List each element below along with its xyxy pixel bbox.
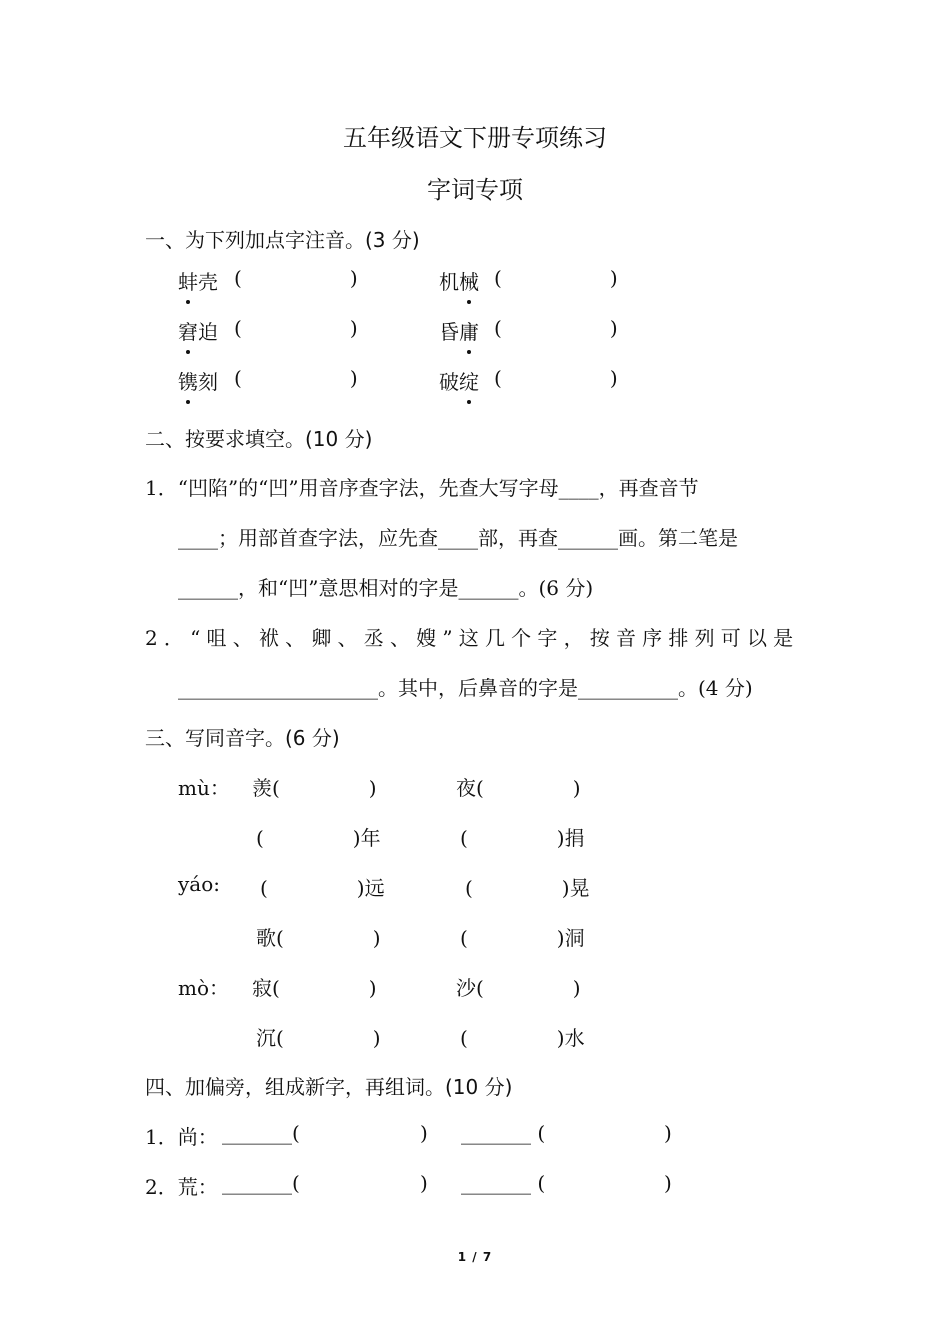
char: 迫: [198, 320, 218, 344]
s3-row6-a: 沉( ): [256, 1026, 381, 1050]
s1-answer-4: ( ): [494, 316, 618, 340]
char: 壳: [198, 270, 218, 294]
section-3-heading: 三、写同音字。(6 分): [145, 726, 340, 750]
s1-answer-6: ( ): [494, 366, 618, 390]
s2-q1-line2: ____；用部首查字法，应先查____部，再查______画。第二笔是: [178, 526, 738, 550]
s3-row6-b: ( )水: [460, 1026, 585, 1050]
s3-row1-a: 羡( ): [252, 776, 377, 800]
s4-item-2-close2: ): [664, 1171, 672, 1195]
s4-item-1-label: 1．尚：: [145, 1125, 218, 1149]
emphasis-dot: [467, 400, 471, 404]
s1-item-2: [439, 266, 479, 295]
s1-item-4: [439, 316, 479, 345]
char: 破: [439, 370, 459, 394]
page-title: 五年级语文下册专项练习: [343, 124, 607, 152]
emphasis-dot: [467, 350, 471, 354]
s3-row5-b: 沙( ): [456, 976, 581, 1000]
s4-item-2-label: 2．荒：: [145, 1175, 218, 1199]
s3-row4-a: 歌( ): [256, 926, 381, 950]
s1-answer-5: ( ): [234, 366, 358, 390]
s1-answer-2: ( ): [494, 266, 618, 290]
dotted-char: 窘: [178, 320, 198, 344]
s4-item-1-close1: ): [420, 1121, 428, 1145]
char: 昏: [439, 320, 459, 344]
page-number: 1 / 7: [457, 1250, 493, 1264]
char: 机: [439, 270, 459, 294]
pinyin-mu: mù：: [178, 776, 230, 800]
s4-item-1-close2: ): [664, 1121, 672, 1145]
page-subtitle: 字词专项: [427, 176, 523, 204]
section-1-heading: 一、为下列加点字注音。(3 分): [145, 228, 420, 252]
s4-item-2-blank1: _______(: [222, 1171, 300, 1195]
emphasis-dot: [186, 350, 190, 354]
s1-answer-3: ( ): [234, 316, 358, 340]
emphasis-dot: [186, 400, 190, 404]
s3-row2-b: ( )捐: [460, 826, 585, 850]
emphasis-dot: [467, 300, 471, 304]
dotted-char: 绽: [459, 370, 479, 394]
s2-q1-line1: 1．“凹陷”的“凹”用音序查字法，先查大写字母____，再查音节: [145, 476, 699, 500]
s3-row3-b: ( )晃: [465, 876, 590, 900]
s3-row1-b: 夜( ): [456, 776, 581, 800]
s1-item-3: [178, 316, 218, 345]
char: 刻: [198, 370, 218, 394]
s2-q1-line3: ______，和“凹”意思相对的字是______。(6 分): [178, 576, 594, 600]
s3-row2-a: ( )年: [256, 826, 381, 850]
pinyin-mo: mò：: [178, 976, 230, 1000]
s3-row3-a: ( )远: [260, 876, 385, 900]
section-4-heading: 四、加偏旁，组成新字，再组词。(10 分): [145, 1075, 513, 1099]
s1-item-1: [178, 266, 218, 295]
s4-item-2-blank2: _______ (: [461, 1171, 546, 1195]
s3-row4-b: ( )洞: [460, 926, 585, 950]
pinyin-yao: yáo:: [178, 872, 221, 896]
dotted-char: 镌: [178, 370, 198, 394]
s2-q2-line2: ____________________。其中，后鼻音的字是__________。(4 分): [178, 676, 753, 700]
s1-item-6: [439, 366, 479, 395]
s4-item-1-blank2: _______ (: [461, 1121, 546, 1145]
s1-item-5: [178, 366, 218, 395]
emphasis-dot: [186, 300, 190, 304]
s2-q2-line1: 2．“咀、袱、卿、丞、嫂”这几个字，按音序排列可以是: [145, 626, 800, 650]
s1-answer-1: ( ): [234, 266, 358, 290]
s3-row5-a: 寂( ): [252, 976, 377, 1000]
dotted-char: 械: [459, 270, 479, 294]
s4-item-1-blank1: _______(: [222, 1121, 300, 1145]
section-2-heading: 二、按要求填空。(10 分): [145, 427, 373, 451]
dotted-char: 庸: [459, 320, 479, 344]
s4-item-2-close1: ): [420, 1171, 428, 1195]
dotted-char: 蚌: [178, 270, 198, 294]
